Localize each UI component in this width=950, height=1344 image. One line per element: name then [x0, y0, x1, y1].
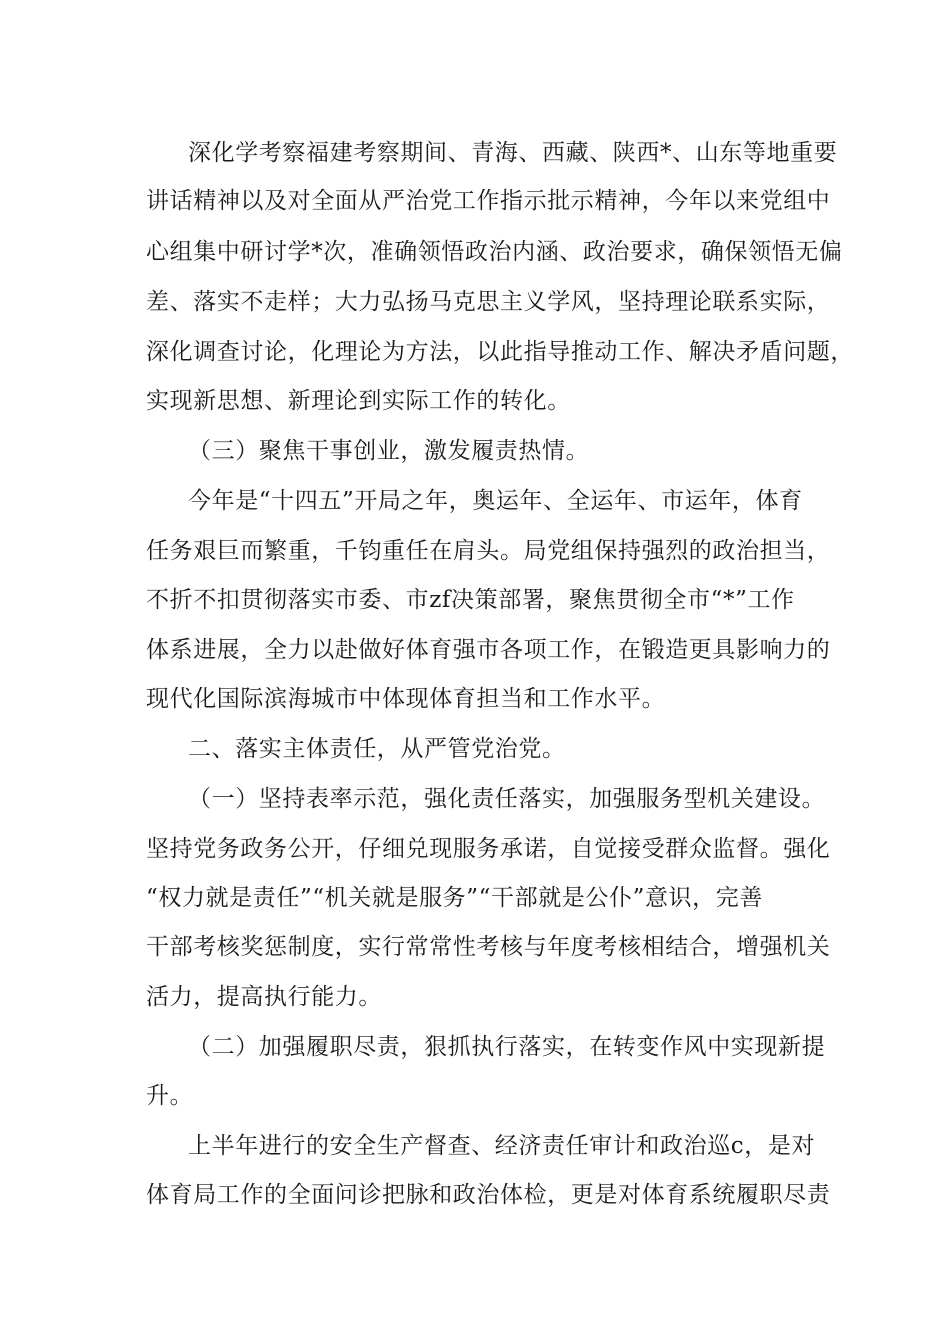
- text-line: 升。: [146, 1083, 194, 1109]
- text-line: 体系进展，全力以赴做好体育强市各项工作，在锻造更具影响力的: [146, 637, 831, 663]
- text-line: 心组集中研讨学*次，准确领悟政治内涵、政治要求，确保领悟无偏: [146, 239, 843, 265]
- text-line: 不折不扣贯彻落实市委、市zf决策部署，聚焦贯彻全市“*”工作: [146, 587, 795, 613]
- text-line: “权力就是责任”“机关就是服务”“干部就是公仆”意识，完善: [146, 885, 763, 911]
- text-line: 体育局工作的全面问诊把脉和政治体检，更是对体育系统履职尽责: [146, 1182, 831, 1208]
- text-line: 深化学考察福建考察期间、青海、西藏、陕西*、山东等地重要: [188, 140, 838, 166]
- text-line: 上半年进行的安全生产督查、经济责任审计和政治巡c，是对: [188, 1133, 816, 1159]
- text-line: 坚持党务政务公开，仔细兑现服务承诺，自觉接受群众监督。强化: [146, 836, 831, 862]
- section-heading: （一）坚持表率示范，强化责任落实，加强服务型机关建设。: [188, 786, 826, 812]
- text-line: 干部考核奖惩制度，实行常常性考核与年度考核相结合，增强机关: [146, 934, 831, 960]
- text-line: 今年是“十四五”开局之年，奥运年、全运年、市运年，体育: [188, 488, 803, 514]
- text-line: 活力，提高执行能力。: [146, 984, 382, 1010]
- text-line: 实现新思想、新理论到实际工作的转化。: [146, 388, 571, 414]
- text-line: 任务艰巨而繁重，千钧重任在肩头。局党组保持强烈的政治担当，: [146, 538, 831, 564]
- section-heading: （二）加强履职尽责，狠抓执行落实，在转变作风中实现新提: [188, 1034, 826, 1060]
- section-heading: 二、落实主体责任，从严管党治党。: [188, 736, 566, 762]
- text-line: 深化调查讨论，化理论为方法，以此指导推动工作、解决矛盾问题，: [146, 339, 854, 365]
- text-line: 差、落实不走样；大力弘扬马克思主义学风，坚持理论联系实际，: [146, 289, 831, 315]
- section-heading: （三）聚焦干事创业，激发履责热情。: [188, 438, 590, 464]
- text-line: 讲话精神以及对全面从严治党工作指示批示精神，今年以来党组中: [146, 188, 831, 214]
- text-line: 现代化国际滨海城市中体现体育担当和工作水平。: [146, 686, 666, 712]
